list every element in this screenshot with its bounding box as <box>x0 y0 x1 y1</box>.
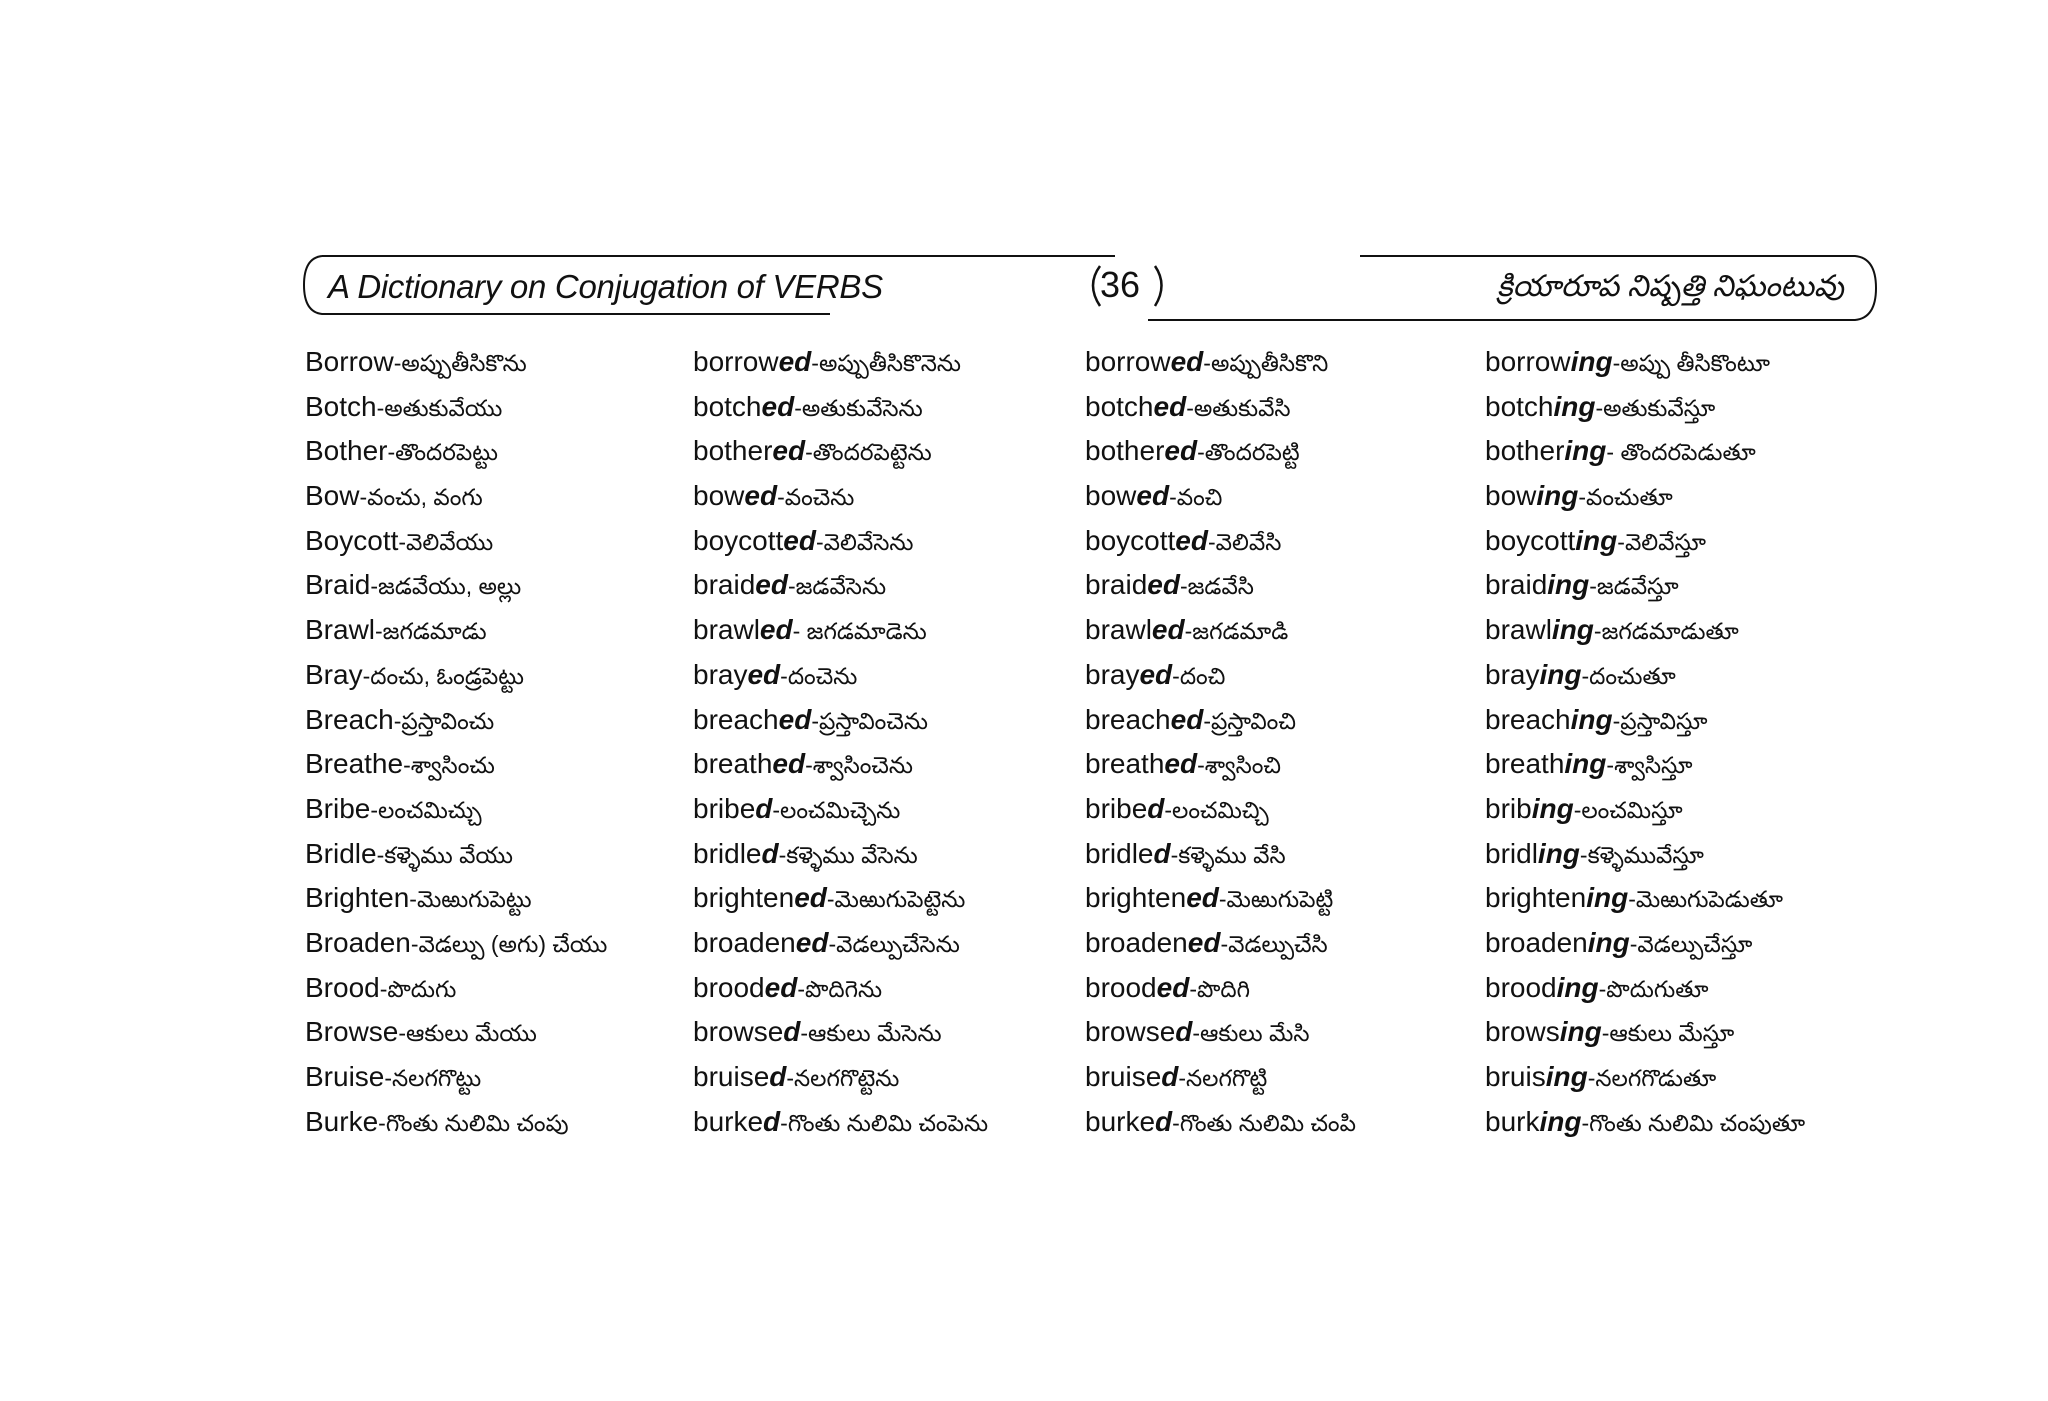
verb-base: brawl <box>1485 614 1552 646</box>
telugu-meaning: -వెలివేసెను <box>815 528 914 555</box>
verb-base: breach <box>1485 703 1571 735</box>
verb-suffix: ed <box>1170 703 1204 735</box>
telugu-meaning: -ప్రస్తావించెను <box>811 707 928 734</box>
verb-suffix: ing <box>1539 658 1582 690</box>
telugu-meaning: -వంచెను <box>777 484 855 511</box>
telugu-meaning: -వెడల్పుచేసి <box>1220 930 1328 957</box>
telugu-meaning: -అప్పుతీసికొను <box>393 350 527 376</box>
verb-suffix: ing <box>1547 569 1590 601</box>
page-header <box>300 240 1880 330</box>
verb-base: brawl <box>1085 614 1152 646</box>
column-base-form <box>305 340 705 1144</box>
verb-base: Borrow <box>305 346 394 377</box>
verb-suffix: ed <box>772 748 806 780</box>
verb-base: braid <box>693 569 756 601</box>
verb-suffix: ing <box>1539 1105 1582 1137</box>
verb-suffix: ing <box>1587 926 1630 958</box>
verb-base: bribe <box>693 792 756 824</box>
telugu-meaning: -అప్పు తీసికొంటూ <box>1612 350 1770 376</box>
verb-base: browse <box>1085 1016 1176 1048</box>
telugu-meaning: -నలగగొట్టు <box>384 1065 482 1091</box>
telugu-meaning: -జడవేయు, అల్లు <box>370 573 522 600</box>
verb-entry <box>1485 429 1925 474</box>
verb-entry <box>693 429 1093 474</box>
verb-suffix: ed <box>1147 569 1180 601</box>
telugu-meaning: -అప్పుతీసికొనెను <box>811 350 961 376</box>
verb-entry <box>693 385 1093 430</box>
telugu-meaning: -వెడల్పుచేస్తూ <box>1629 930 1753 957</box>
verb-base: Browse <box>305 1016 399 1048</box>
verb-base: breach <box>1085 703 1171 735</box>
telugu-meaning: -వెలివేయు <box>398 528 494 555</box>
verb-entry <box>1085 787 1485 832</box>
verb-suffix: ing <box>1575 524 1618 556</box>
telugu-meaning: -గొంతు నులిమి చంపెను <box>780 1109 989 1136</box>
verb-suffix: ing <box>1570 703 1613 735</box>
verb-base: brighten <box>1485 882 1587 914</box>
verb-base: bruise <box>1085 1061 1162 1092</box>
verb-entry <box>693 519 1093 564</box>
verb-suffix: ed <box>778 703 812 735</box>
telugu-meaning: -పొదుగుతూ <box>1598 975 1709 1002</box>
verb-base: breath <box>693 748 773 780</box>
telugu-meaning: -శ్వాసించు <box>403 752 495 779</box>
verb-suffix: ed <box>1151 614 1185 646</box>
verb-suffix: ed <box>1139 658 1173 690</box>
verb-entry <box>305 385 705 430</box>
telugu-meaning: -లంచమిచ్చు <box>370 796 482 823</box>
verb-base: Brood <box>305 971 380 1003</box>
telugu-meaning: -ఆకులు మేయు <box>398 1020 537 1047</box>
telugu-meaning: -దంచి <box>1172 662 1226 689</box>
verb-suffix: d <box>1161 1061 1179 1092</box>
verb-base: Bribe <box>305 792 371 824</box>
verb-suffix: d <box>783 1016 801 1048</box>
verb-base: Broaden <box>305 926 411 958</box>
verb-entry <box>1085 519 1485 564</box>
verb-suffix: ing <box>1564 435 1607 467</box>
verb-suffix: ed <box>783 524 816 556</box>
verb-base: brighten <box>693 882 795 914</box>
verb-base: bow <box>1485 480 1537 512</box>
verb-base: braid <box>1085 569 1148 601</box>
verb-base: boycott <box>1085 524 1176 556</box>
telugu-meaning: -జగడమాడు <box>375 618 487 645</box>
verb-entry <box>1485 519 1925 564</box>
verb-base: Bow <box>305 480 360 512</box>
verb-base: broaden <box>1485 926 1588 958</box>
verb-suffix: ed <box>744 480 778 512</box>
verb-entry <box>1085 1100 1485 1145</box>
verb-base: bray <box>1485 658 1540 690</box>
telugu-meaning: -ఆకులు మేస్తూ <box>1601 1020 1735 1047</box>
verb-entry <box>1485 385 1925 430</box>
verb-base: broaden <box>1085 926 1188 958</box>
verb-suffix: ing <box>1559 1016 1602 1048</box>
telugu-meaning: -తొందరపెట్టి <box>1197 439 1300 466</box>
verb-entry <box>693 698 1093 743</box>
verb-base: bruise <box>693 1061 770 1092</box>
verb-entry <box>305 608 705 653</box>
telugu-meaning: -దంచుతూ <box>1581 662 1676 689</box>
verb-entry <box>1485 1055 1925 1100</box>
verb-base: brood <box>1485 971 1557 1003</box>
verb-entry <box>1485 698 1925 743</box>
verb-base: Boycott <box>305 524 399 556</box>
telugu-meaning: -పొదిగెను <box>797 975 883 1002</box>
verb-base: brawl <box>693 614 760 646</box>
verb-suffix: ed <box>1153 390 1187 422</box>
telugu-meaning: -వెలివేసి <box>1207 528 1282 555</box>
verb-entry <box>693 563 1093 608</box>
verb-entry <box>1485 653 1925 698</box>
telugu-meaning: -అతుకువేసి <box>1186 394 1291 421</box>
telugu-meaning: -గొంతు నులిమి చంపు <box>378 1109 569 1136</box>
telugu-meaning: -వంచు, వంగు <box>359 484 483 511</box>
verb-suffix: ed <box>759 614 793 646</box>
verb-suffix: ing <box>1536 480 1579 512</box>
telugu-meaning: -అతుకువేసెను <box>794 394 923 421</box>
telugu-meaning: -ప్రస్తావిస్తూ <box>1612 707 1708 734</box>
verb-base: botch <box>1485 390 1554 422</box>
verb-entry <box>1485 742 1925 787</box>
verb-entry <box>305 340 705 385</box>
verb-suffix: d <box>1153 837 1171 869</box>
telugu-meaning: -మెఱుగుపెట్టెను <box>826 886 966 913</box>
telugu-meaning: -అప్పుతీసికొని <box>1203 350 1329 376</box>
verb-entry <box>305 921 705 966</box>
verb-suffix: ed <box>755 569 788 601</box>
verb-entry <box>1485 563 1925 608</box>
telugu-meaning: -వంచి <box>1169 484 1223 511</box>
verb-base: Bray <box>305 658 363 690</box>
verb-entry <box>1085 698 1485 743</box>
telugu-meaning: -కళ్ళెము వేసెను <box>778 841 918 868</box>
verb-suffix: ed <box>794 882 827 914</box>
telugu-meaning: -ప్రస్తావించి <box>1203 707 1296 734</box>
telugu-meaning: -లంచమిచ్చెను <box>772 796 901 823</box>
verb-entry <box>693 1100 1093 1145</box>
verb-base: botch <box>1085 390 1154 422</box>
verb-base: borrow <box>1085 346 1171 377</box>
verb-entry <box>305 742 705 787</box>
verb-suffix: ing <box>1553 390 1596 422</box>
telugu-meaning: -వంచుతూ <box>1578 484 1673 511</box>
verb-suffix: ed <box>1170 346 1204 377</box>
header-telugu-title: క్రియారూప నిష్పత్తి నిఘంటువు <box>1496 270 1844 303</box>
verb-entry <box>1485 921 1925 966</box>
telugu-meaning: -శ్వాసించెను <box>805 752 913 779</box>
verb-suffix: d <box>1155 1105 1173 1137</box>
telugu-meaning: -అతుకువేస్తూ <box>1595 394 1716 421</box>
verb-base: bow <box>693 480 745 512</box>
verb-base: boycott <box>1485 524 1576 556</box>
verb-suffix: ed <box>1164 435 1198 467</box>
verb-suffix: ing <box>1551 614 1594 646</box>
verb-entry <box>693 876 1093 921</box>
telugu-meaning: -కళ్ళెమువేస్తూ <box>1579 841 1704 868</box>
column-past-participle <box>1085 340 1485 1144</box>
verb-entry <box>305 787 705 832</box>
telugu-meaning: -జగడమాడి <box>1184 618 1289 645</box>
verb-base: Botch <box>305 390 377 422</box>
verb-entry <box>305 966 705 1011</box>
verb-base: burk <box>1485 1105 1540 1137</box>
verb-entry <box>693 1055 1093 1100</box>
verb-base: breath <box>1485 748 1565 780</box>
verb-suffix: ed <box>1136 480 1170 512</box>
verb-entry <box>1085 921 1485 966</box>
verb-entry <box>1085 340 1485 385</box>
telugu-meaning: -ప్రస్తావించు <box>393 707 495 734</box>
verb-base: borrow <box>693 346 779 377</box>
verb-base: bridle <box>1085 837 1154 869</box>
telugu-meaning: -ఆకులు మేసెను <box>800 1020 942 1047</box>
verb-entry <box>1485 1010 1925 1055</box>
verb-base: Bruise <box>305 1061 385 1092</box>
verb-base: Burke <box>305 1105 379 1137</box>
telugu-meaning: -తొందరపెట్టెను <box>805 439 932 466</box>
verb-suffix: d <box>1147 792 1165 824</box>
verb-entry <box>693 1010 1093 1055</box>
telugu-meaning: -శ్వాసిస్తూ <box>1606 752 1693 779</box>
verb-entry <box>1085 474 1485 519</box>
telugu-meaning: -జడవేసెను <box>787 573 887 600</box>
verb-suffix: d <box>769 1061 787 1092</box>
verb-entry <box>1085 966 1485 1011</box>
verb-suffix: ed <box>1175 524 1208 556</box>
telugu-meaning: -నలగగొడుతూ <box>1587 1065 1717 1091</box>
verb-base: bother <box>1085 435 1165 467</box>
verb-suffix: ed <box>1164 748 1198 780</box>
telugu-meaning: -జగడమాడుతూ <box>1593 618 1739 645</box>
verb-base: bridl <box>1485 837 1538 869</box>
verb-entry <box>1485 608 1925 653</box>
verb-entry <box>1085 1055 1485 1100</box>
verb-entry <box>1485 474 1925 519</box>
verb-base: botch <box>693 390 762 422</box>
verb-base: Bother <box>305 435 388 467</box>
telugu-meaning: -గొంతు నులిమి చంపి <box>1172 1109 1356 1136</box>
verb-base: brighten <box>1085 882 1187 914</box>
telugu-meaning: -గొంతు నులిమి చంపుతూ <box>1581 1109 1806 1136</box>
telugu-meaning: -పొదుగు <box>379 975 457 1002</box>
verb-entry <box>305 653 705 698</box>
verb-base: breath <box>1085 748 1165 780</box>
verb-base: Breathe <box>305 748 404 780</box>
verb-entry <box>693 787 1093 832</box>
verb-base: broaden <box>693 926 796 958</box>
verb-entry <box>305 698 705 743</box>
telugu-meaning: -దంచు, ఓండ్రపెట్టు <box>362 662 524 689</box>
verb-suffix: ing <box>1537 837 1580 869</box>
verb-entry <box>693 921 1093 966</box>
verb-suffix: ing <box>1586 882 1629 914</box>
verb-entry <box>1085 832 1485 877</box>
verb-entry <box>693 742 1093 787</box>
verb-base: boycott <box>693 524 784 556</box>
telugu-meaning: -ఆకులు మేసి <box>1192 1020 1310 1047</box>
verb-suffix: ing <box>1545 1061 1588 1092</box>
verb-entry <box>693 653 1093 698</box>
telugu-meaning: -మెఱుగుపెట్టు <box>409 886 532 913</box>
telugu-meaning: -శ్వాసించి <box>1197 752 1281 779</box>
verb-suffix: ed <box>761 390 795 422</box>
verb-base: brib <box>1485 792 1532 824</box>
telugu-meaning: -మెఱుగుపెడుతూ <box>1628 886 1784 913</box>
verb-base: brood <box>693 971 765 1003</box>
verb-base: brood <box>1085 971 1157 1003</box>
verb-base: breach <box>693 703 779 735</box>
verb-entry <box>693 966 1093 1011</box>
telugu-meaning: -వెలివేస్తూ <box>1617 528 1707 555</box>
verb-base: bother <box>693 435 773 467</box>
verb-entry <box>693 832 1093 877</box>
column-past-tense <box>693 340 1093 1144</box>
verb-base: browse <box>693 1016 784 1048</box>
verb-base: Brighten <box>305 882 410 914</box>
verb-entry <box>693 340 1093 385</box>
verb-entry <box>305 429 705 474</box>
verb-entry <box>1085 608 1485 653</box>
verb-suffix: ed <box>795 926 829 958</box>
verb-entry <box>1085 429 1485 474</box>
verb-base: Breach <box>305 703 394 735</box>
verb-base: bruis <box>1485 1061 1546 1092</box>
verb-base: Braid <box>305 569 371 601</box>
telugu-meaning: -కళ్ళెము వేసి <box>1170 841 1286 868</box>
verb-entry <box>1085 563 1485 608</box>
verb-suffix: d <box>755 792 773 824</box>
telugu-meaning: -నలగగొట్టెను <box>786 1065 900 1091</box>
verb-entry <box>1085 742 1485 787</box>
verb-entry <box>1085 653 1485 698</box>
verb-suffix: d <box>763 1105 781 1137</box>
telugu-meaning: -జడవేసి <box>1179 573 1254 600</box>
verb-suffix: d <box>761 837 779 869</box>
verb-base: burke <box>1085 1105 1156 1137</box>
verb-entry <box>305 876 705 921</box>
page-number: 36 <box>1100 264 1141 305</box>
telugu-meaning: -కళ్ళెము వేయు <box>376 841 513 868</box>
verb-base: bribe <box>1085 792 1148 824</box>
telugu-meaning: -లంచమిచ్చి <box>1164 796 1269 823</box>
verb-suffix: d <box>1175 1016 1193 1048</box>
verb-entry <box>1085 876 1485 921</box>
verb-entry <box>1485 1100 1925 1145</box>
verb-base: bother <box>1485 435 1565 467</box>
telugu-meaning: -వెడల్పు (అగు) చేయు <box>410 930 608 957</box>
telugu-meaning: - తొందరపెడుతూ <box>1606 439 1756 466</box>
verb-entry <box>1485 340 1925 385</box>
telugu-meaning: -మెఱుగుపెట్టి <box>1218 886 1334 913</box>
verb-suffix: ed <box>747 658 781 690</box>
verb-table <box>305 340 1925 1150</box>
telugu-meaning: -పొదిగి <box>1189 975 1251 1002</box>
verb-base: bow <box>1085 480 1137 512</box>
verb-entry <box>693 474 1093 519</box>
verb-entry <box>305 1100 705 1145</box>
verb-base: bray <box>1085 658 1140 690</box>
verb-suffix: ed <box>1156 971 1190 1003</box>
verb-entry <box>1085 385 1485 430</box>
verb-base: borrow <box>1485 346 1571 377</box>
verb-entry <box>305 474 705 519</box>
verb-base: burke <box>693 1105 764 1137</box>
verb-suffix: ed <box>1187 926 1221 958</box>
telugu-meaning: -వెడల్పుచేసెను <box>828 930 960 957</box>
verb-base: Brawl <box>305 614 376 646</box>
verb-entry <box>1485 787 1925 832</box>
verb-entry <box>693 608 1093 653</box>
telugu-meaning: -జడవేస్తూ <box>1589 573 1679 600</box>
telugu-meaning: -లంచమిస్తూ <box>1573 796 1683 823</box>
verb-base: bray <box>693 658 748 690</box>
telugu-meaning: - జగడమాడెను <box>792 618 927 645</box>
verb-entry <box>305 563 705 608</box>
verb-suffix: ing <box>1564 748 1607 780</box>
verb-base: Bridle <box>305 837 377 869</box>
verb-suffix: ed <box>778 346 812 377</box>
telugu-meaning: -తొందరపెట్టు <box>387 439 498 466</box>
telugu-meaning: -అతుకువేయు <box>376 394 503 421</box>
verb-suffix: ing <box>1570 346 1613 377</box>
verb-base: bridle <box>693 837 762 869</box>
header-title: A Dictionary on Conjugation of VERBS <box>328 268 883 305</box>
verb-entry <box>1485 876 1925 921</box>
verb-base: brows <box>1485 1016 1560 1048</box>
verb-entry <box>305 1055 705 1100</box>
telugu-meaning: -నలగగొట్టి <box>1178 1065 1268 1091</box>
verb-base: braid <box>1485 569 1548 601</box>
verb-entry <box>1085 1010 1485 1055</box>
verb-suffix: ed <box>1186 882 1219 914</box>
verb-entry <box>1485 832 1925 877</box>
verb-entry <box>1485 966 1925 1011</box>
verb-suffix: ing <box>1556 971 1599 1003</box>
column-present-participle <box>1485 340 1925 1144</box>
verb-entry <box>305 832 705 877</box>
verb-entry <box>305 519 705 564</box>
verb-suffix: ing <box>1531 792 1574 824</box>
verb-suffix: ed <box>764 971 798 1003</box>
verb-suffix: ed <box>772 435 806 467</box>
verb-entry <box>305 1010 705 1055</box>
telugu-meaning: -దంచెను <box>780 662 858 689</box>
